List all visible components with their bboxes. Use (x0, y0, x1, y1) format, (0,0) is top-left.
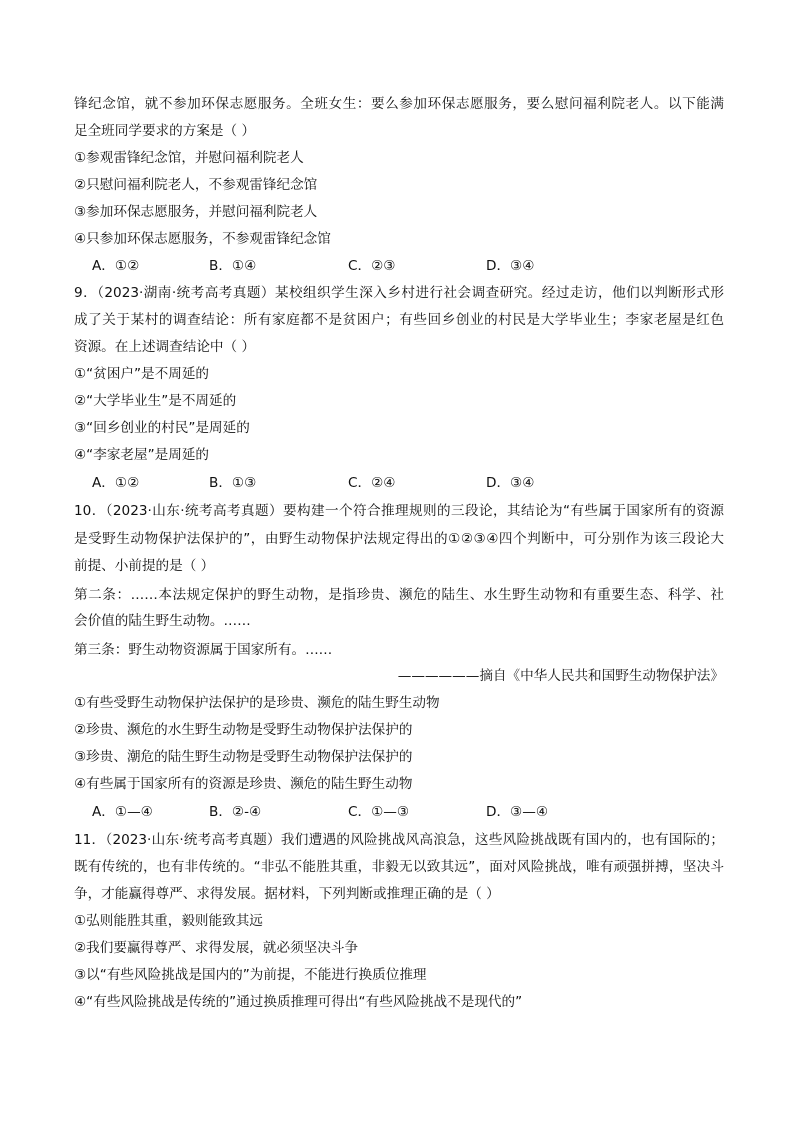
q9-stem-line: 成了关于某村的调查结论：所有家庭都不是贫困户；有些回乡创业的村民是大学毕业生；李家老屋是红色 (74, 312, 724, 328)
option-a[interactable]: A．①② (92, 475, 140, 491)
law-source: ——————摘自《中华人民共和国野生动物保护法》 (397, 668, 724, 684)
law-excerpt-line: 第三条：野生动物资源属于国家所有。…… (74, 642, 333, 658)
q9-stem-line: 9．（2023·湖南·统考高考真题）某校组织学生深入乡村进行社会调查研究。经过走访，他们以判断形式形 (74, 285, 724, 301)
q11-item: ③以“有些风险挑战是国内的”为前提，不能进行换质位推理 (74, 967, 427, 983)
q8-stem-line: 锋纪念馆，就不参加环保志愿服务。全班女生：要么参加环保志愿服务，要么慰问福利院老人。以下能满 (74, 96, 724, 112)
q11-stem-line: 既有传统的，也有非传统的。“非弘不能胜其重，非毅无以致其远”，面对风险挑战，唯有顽强拼搏，坚决斗 (74, 859, 724, 875)
q8-item: ③参加环保志愿服务，并慰问福利院老人 (74, 204, 318, 220)
q10-item: ②珍贵、濒危的水生野生动物是受野生动物保护法保护的 (74, 722, 413, 738)
option-d[interactable]: D．③④ (486, 475, 535, 491)
law-excerpt-line: 第二条：……本法规定保护的野生动物，是指珍贵、濒危的陆生、水生野生动物和有重要生态、科学、社 (74, 587, 724, 603)
q8-stem-line: 足全班同学要求的方案是（ ） (74, 123, 256, 139)
q10-stem-line: 是受野生动物保护法保护的”，由野生动物保护法规定得出的①②③④四个判断中，可分别作为该三段论大 (74, 531, 724, 547)
q8-item: ①参观雷锋纪念馆，并慰问福利院老人 (74, 150, 304, 166)
option-c[interactable]: C．②④ (348, 475, 396, 491)
q11-item: ④“有些风险挑战是传统的”通过换质推理可得出“有些风险挑战不是现代的” (74, 994, 523, 1010)
option-d[interactable]: D．③④ (486, 258, 535, 274)
q8-item: ②只慰问福利院老人，不参观雷锋纪念馆 (74, 177, 318, 193)
option-a[interactable]: A．①② (92, 258, 140, 274)
option-b[interactable]: B．①③ (209, 475, 257, 491)
option-c[interactable]: C．②③ (348, 258, 396, 274)
option-b[interactable]: B．②-④ (209, 804, 262, 820)
q10-item: ④有些属于国家所有的资源是珍贵、濒危的陆生野生动物 (74, 776, 413, 792)
q9-stem-line: 资源。在上述调查结论中（ ） (74, 339, 256, 355)
q10-item: ①有些受野生动物保护法保护的是珍贵、濒危的陆生野生动物 (74, 695, 440, 711)
option-d[interactable]: D．③—④ (486, 804, 549, 820)
q10-item: ③珍贵、潮危的陆生野生动物是受野生动物保护法保护的 (74, 749, 413, 765)
q11-stem-line: 11．（2023·山东·统考高考真题）我们遭遇的风险挑战风高浪急，这些风险挑战既有国内的，也有国际的； (74, 832, 724, 848)
option-a[interactable]: A．①—④ (92, 804, 153, 820)
q11-item: ①弘则能胜其重，毅则能致其远 (74, 913, 263, 929)
q8-item: ④只参加环保志愿服务，不参观雷锋纪念馆 (74, 231, 331, 247)
q11-stem-line: 争，才能赢得尊严、求得发展。据材料，下列判断或推理正确的是（ ） (74, 886, 500, 902)
q9-item: ①“贫困户”是不周延的 (74, 366, 210, 382)
option-b[interactable]: B．①④ (209, 258, 257, 274)
q10-stem-line: 10．（2023·山东·统考高考真题）要构建一个符合推理规则的三段论，其结论为“有些属于国家所有的资源 (74, 503, 724, 519)
q9-item: ③“回乡创业的村民”是周延的 (74, 420, 250, 436)
option-c[interactable]: C．①—③ (348, 804, 410, 820)
q11-item: ②我们要赢得尊严、求得发展，就必须坚决斗争 (74, 940, 359, 956)
law-excerpt-line: 会价值的陆生野生动物。…… (74, 613, 251, 629)
q9-item: ④“李家老屋”是周延的 (74, 447, 210, 463)
q9-item: ②“大学毕业生”是不周延的 (74, 393, 237, 409)
q10-stem-line: 前提、小前提的是（ ） (74, 558, 215, 574)
